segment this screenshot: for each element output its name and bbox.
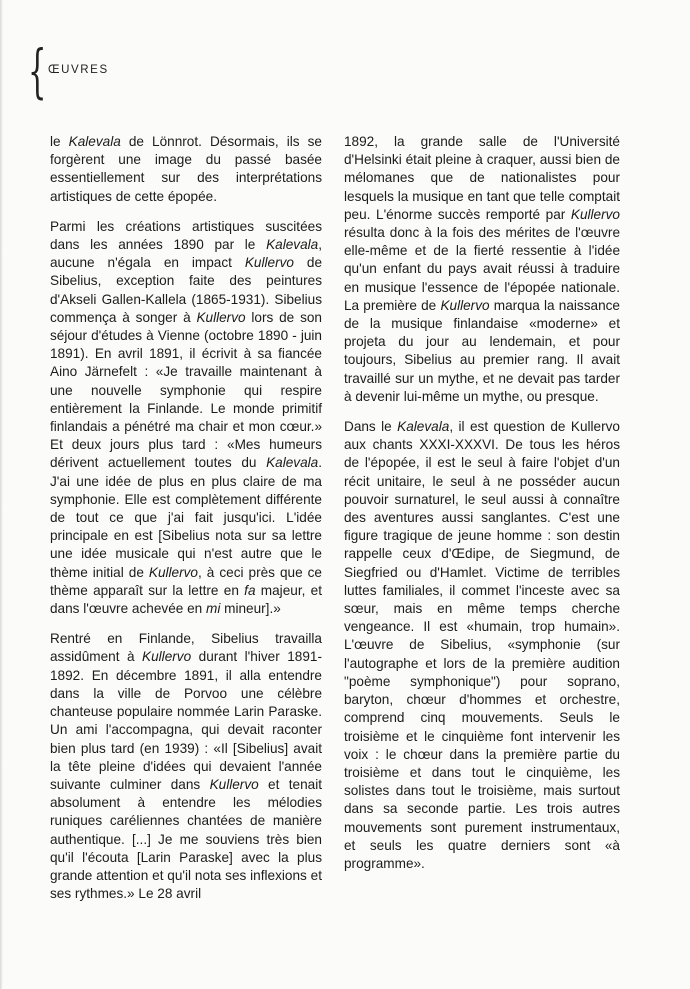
italic-text-run: mi xyxy=(206,601,221,617)
italic-text-run: Kullervo xyxy=(209,776,259,792)
paragraph xyxy=(50,630,322,903)
right-column xyxy=(344,133,620,885)
text-run: le xyxy=(50,134,69,149)
paragraph xyxy=(344,418,620,873)
text-run: de Lönnrot. Désormais, ils se forgèrent une image du passé basée essentiellement sur des interprétations artistiques de cette épopée. xyxy=(50,134,322,204)
italic-text-run: Kalevala xyxy=(266,455,319,471)
italic-text-run: Kullervo xyxy=(244,255,294,271)
italic-text-run: Kalevala xyxy=(397,419,450,435)
text-run: et tenait absolument à entendre les mélodies runiques caréliennes chantées de manière authentique. [...] Je me souviens très bien qu'il l'écouta [Larin Paraske] avec la plus grande attention et qu'il nota ses inflexions et ses rythmes.» Le 28 avril xyxy=(50,776,322,902)
text-run: résulta donc à la fois des mérites de l'œuvre elle-même et de la fierté ressentie à l'idée qu'un enfant du pays avait réussi à traduire en musique l'essence de l'épopée nationale. La première de xyxy=(344,225,620,313)
italic-text-run: Kalevala xyxy=(68,134,121,149)
text-run: . J'ai une idée de plus en plus claire de ma symphonie. Elle est complètement différente de tout ce que j'ai fait jusqu'ici. L'idée principale en est [Sibelius nota sur sa lettre une idée musicale qui n'est autre que le thème initial de xyxy=(50,455,322,580)
text-run: marqua la naissance de la musique finlandaise «moderne» et projeta du jour au lendemain, et pour toujours, Sibelius au premier rang. Il avait travaillé sur un mythe, et ne devait pas tarder à devenir lui-même un mythe, ou presque. xyxy=(344,297,620,404)
paragraph xyxy=(50,133,322,206)
text-run: lors de son séjour d'études à Vienne (octobre 1890 - juin 1891). En avril 1891, il écrivit à sa fiancée Aino Järnefelt : «Je travaille maintenant à une nouvelle symphonie qui respire entièrement la Finlande. Le monde primitif finlandais a pénétré ma chair et mon cœur.» Et deux jours plus tard : «Mes humeurs dérivent actuellement toutes du xyxy=(50,309,322,471)
italic-text-run: Kullervo xyxy=(142,649,192,665)
italic-text-run: Kullervo xyxy=(148,564,198,580)
italic-text-run: Kullervo xyxy=(570,206,620,222)
text-run: mineur].» xyxy=(220,601,281,617)
italic-text-run: fa xyxy=(244,582,256,598)
italic-text-run: Kullervo xyxy=(440,297,490,313)
text-run: Dans le xyxy=(344,419,398,435)
section-title: ŒUVRES xyxy=(48,64,109,76)
brace-ornament: { xyxy=(28,37,47,105)
page-fold-shadow xyxy=(0,0,3,989)
text-run: , il est question de Kullervo aux chants XXXI-XXXVI. De tous les héros de l'épopée, il est le seul à faire l'objet d'un récit unitaire, le seul à ne posséder aucun pouvoir surnaturel, le seul aussi à connaître des aventures aussi sanglantes. C'est une figure tragique de jeune homme : son destin rappelle ceux d'Œdipe, de Siegmund, de Siegfried ou d'Hamlet. Victime de terribles luttes familiales, il commet l'inceste avec sa sœur, mais en même temps cherche vengeance. Il est «humain, trop humain». L'œuvre de Sibelius, «symphonie (sur l'autographe et lors de la première audition "poème symphonique") pour soprano, baryton, chœur d'hommes et orchestre, comprend cinq mouvements. Seuls le troisième et le cinquième font intervenir les voix : le chœur dans la première partie du troisième et dans tout le cinquième, les solistes dans tout le troisième, mais surtout dans sa seconde partie. Les trois autres mouvements sont purement instrumentaux, et seuls les quatre derniers sont «à programme». xyxy=(344,419,620,871)
text-run: durant l'hiver 1891-1892. En décembre 1891, il alla entendre dans la ville de Porvoo une célèbre chanteuse populaire nommée Larin Paraske. Un ami l'accompagna, qui devait raconter bien plus tard (en 1939) : «Il [Sibelius] avait la tête pleine d'idées qui devaient l'année suivante culminer dans xyxy=(50,649,322,792)
text-run: majeur, et dans l'œuvre achevée en xyxy=(50,582,322,617)
paragraph xyxy=(344,133,620,406)
italic-text-run: Kalevala xyxy=(266,237,319,253)
paragraph xyxy=(50,218,322,618)
text-run: , aucune n'égala en impact xyxy=(50,237,322,271)
left-column xyxy=(50,133,322,915)
text-run: 1892, la grande salle de l'Université d'Helsinki était pleine à craquer, aussi bien de mélomanes que de nationalistes pour lesquels la musique en tant que telle comptait peu. L'énorme succès remporté par xyxy=(344,134,620,222)
text-run: Parmi les créations artistiques suscitées dans les années 1890 par le xyxy=(50,218,322,253)
italic-text-run: Kullervo xyxy=(196,309,246,325)
text-run: de Sibelius, exception faite des peintures d'Akseli Gallen-Kallela (1865-1931). Sibelius commença à songer à xyxy=(50,255,323,325)
text-run: , à ceci près que ce thème apparaît sur la lettre en xyxy=(50,564,322,598)
text-run: Rentré en Finlande, Sibelius travailla assidûment à xyxy=(50,631,322,665)
